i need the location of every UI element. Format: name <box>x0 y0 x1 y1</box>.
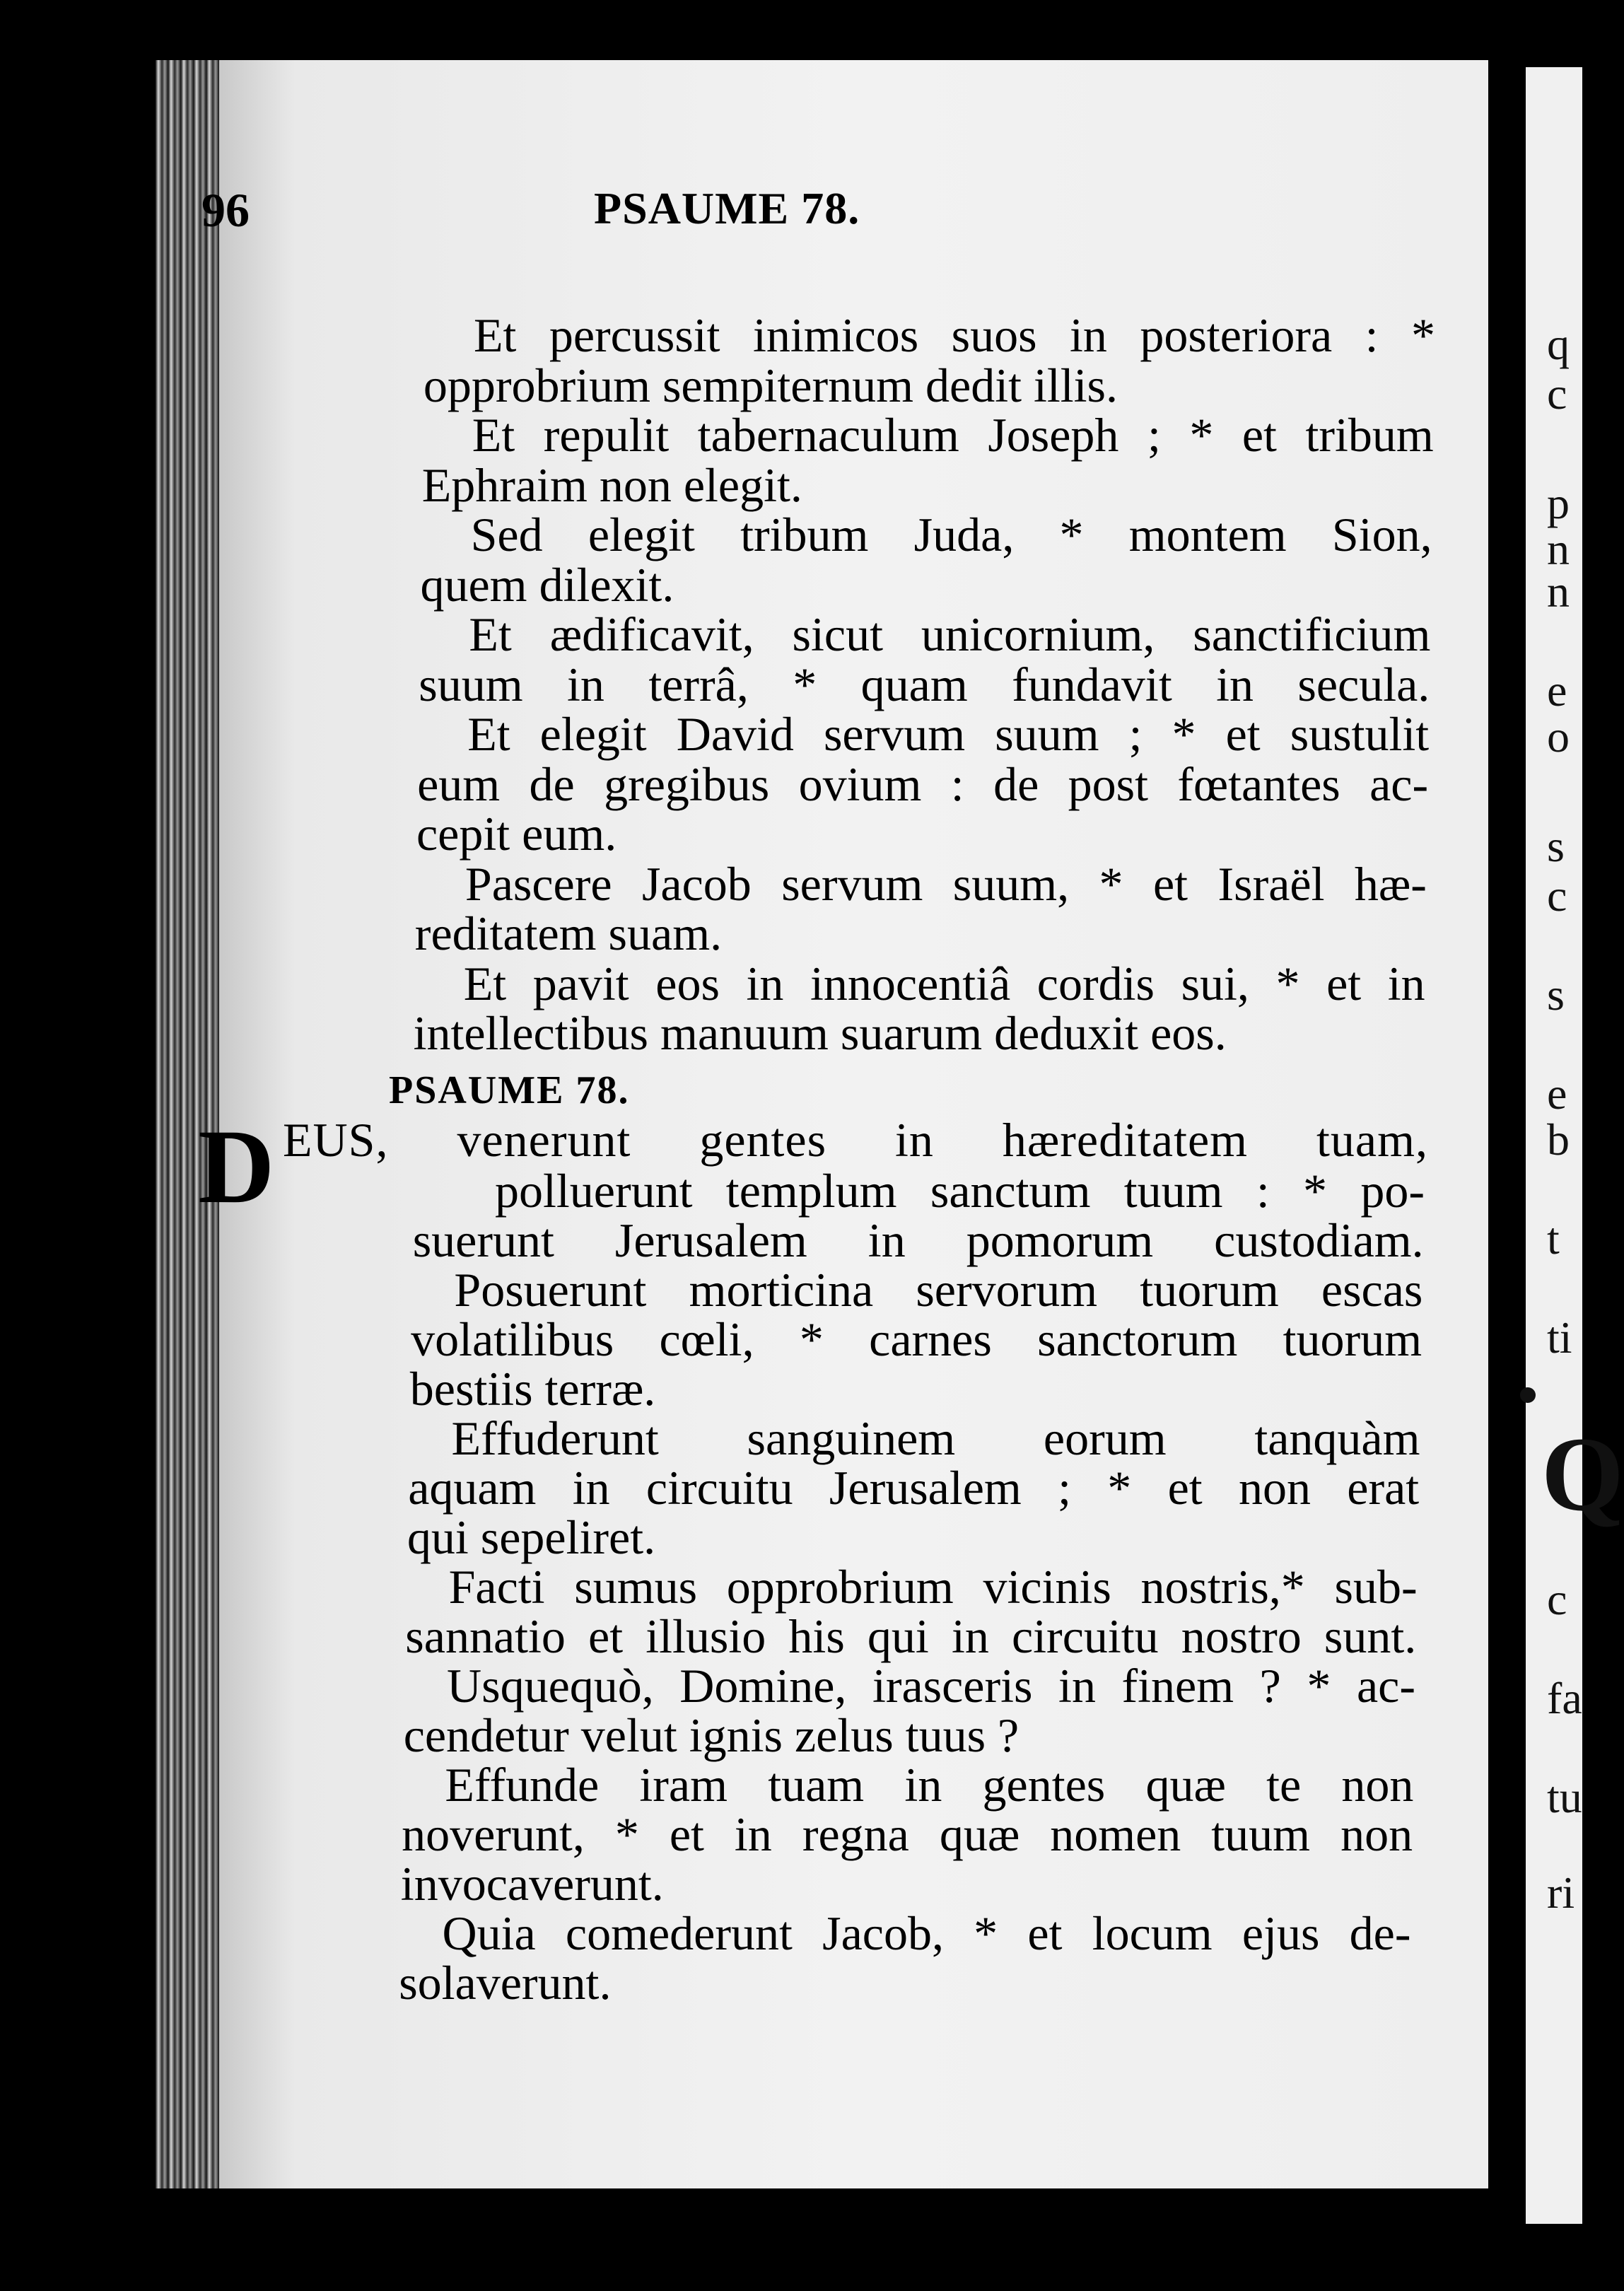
text-line: aquam in circuitu Jerusalem ; * et non erat <box>408 1461 1420 1515</box>
adjacent-page-letter: c <box>1547 1574 1567 1624</box>
adjacent-page-letter: tu <box>1547 1772 1582 1822</box>
text-line: suum in terrâ, * quam fundavit in secula. <box>419 657 1430 711</box>
adjacent-page-letter: s <box>1547 821 1565 871</box>
adjacent-page-letter: e <box>1547 1068 1567 1119</box>
text-line: opprobrium sempiternum dedit illis. <box>423 358 1118 412</box>
psalm-heading: PSAUME 78. <box>389 1068 630 1112</box>
text-line: intellectibus manuum suarum deduxit eos. <box>413 1006 1227 1060</box>
text-line: sannatio et illusio his qui in circuitu nostro sunt. <box>405 1609 1417 1663</box>
adjacent-page-letter: s <box>1547 969 1565 1020</box>
adjacent-page-letter: ti <box>1547 1312 1572 1363</box>
text-line: invocaverunt. <box>400 1857 664 1911</box>
text-line: Et repulit tabernaculum Joseph ; * et tribum <box>472 408 1434 462</box>
adjacent-page-fragment <box>1526 67 1624 2224</box>
text-line: noverunt, * et in regna quæ nomen tuum non <box>402 1807 1413 1861</box>
text-line: Usquequò, Domine, irasceris in finem ? * ac- <box>447 1659 1415 1713</box>
text-line: Et percussit inimicos suos in posteriora : * <box>474 308 1435 362</box>
adjacent-page-letter: t <box>1547 1213 1560 1264</box>
adjacent-page-letter: ri <box>1547 1867 1575 1918</box>
text-line: bestiis terræ. <box>409 1362 656 1416</box>
text-line: Posuerunt morticina servorum tuorum escas <box>454 1263 1423 1317</box>
text-line: Effuderunt sanguinem eorum tanquàm <box>451 1411 1420 1465</box>
text-line: Et pavit eos in innocentiâ cordis sui, * et in <box>463 956 1425 1010</box>
adjacent-page-letter: p <box>1547 478 1570 528</box>
text-line: volatilibus cœli, * carnes sanctorum tuorum <box>411 1312 1423 1366</box>
adjacent-page-letter: o <box>1547 711 1570 762</box>
adjacent-page-letter: Q <box>1541 1416 1624 1533</box>
text-line: Pascere Jacob servum suum, * et Israël hæ- <box>465 856 1427 911</box>
page-header <box>201 182 1050 246</box>
text-line: solaverunt. <box>399 1956 612 2010</box>
adjacent-page-letter: q <box>1547 319 1570 369</box>
adjacent-page-letter: e <box>1547 665 1567 716</box>
text-line: cepit eum. <box>416 807 617 861</box>
adjacent-page-letter: n <box>1547 566 1570 617</box>
text-line: cendetur velut ignis zelus tuus ? <box>403 1708 1020 1762</box>
text-line: reditatem suam. <box>414 907 723 960</box>
text-line: Ephraim non elegit. <box>421 457 802 512</box>
adjacent-page-letter: n <box>1547 524 1570 574</box>
page-number: 96 <box>201 183 250 237</box>
margin-bullet <box>1520 1387 1536 1403</box>
adjacent-page-letter: b <box>1547 1114 1570 1165</box>
adjacent-page-letter: c <box>1547 368 1567 419</box>
adjacent-page-letter: c <box>1547 870 1567 921</box>
text-line: Effunde iram tuam in gentes quæ te non <box>445 1758 1414 1812</box>
text-line: suerunt Jerusalem in pomorum custodiam. <box>412 1213 1424 1267</box>
text-line: Sed elegit tribum Juda, * montem Sion, <box>470 508 1432 561</box>
text-line: Quia comederunt Jacob, * et locum ejus de- <box>442 1906 1411 1960</box>
running-title: PSAUME 78. <box>594 183 860 233</box>
text-line: eum de gregibus ovium : de post fœtantes ac- <box>417 757 1429 811</box>
text-line: polluerunt templum sanctum tuum : * po- <box>495 1164 1425 1218</box>
text-line: Facti sumus opprobrium vicinis nostris,* sub- <box>448 1560 1418 1614</box>
text-line: Et elegit David servum suum ; * et sustulit <box>467 707 1430 761</box>
text-line: quem dilexit. <box>420 557 674 612</box>
drop-cap-initial: D <box>198 1108 275 1225</box>
adjacent-page-letter: fa <box>1547 1673 1582 1723</box>
psalm-first-line: EUS, venerunt gentes in hæreditatem tuam, <box>283 1113 1428 1167</box>
text-line: qui sepeliret. <box>407 1510 656 1564</box>
text-line: Et ædificavit, sicut unicornium, sanctificium <box>469 607 1431 661</box>
